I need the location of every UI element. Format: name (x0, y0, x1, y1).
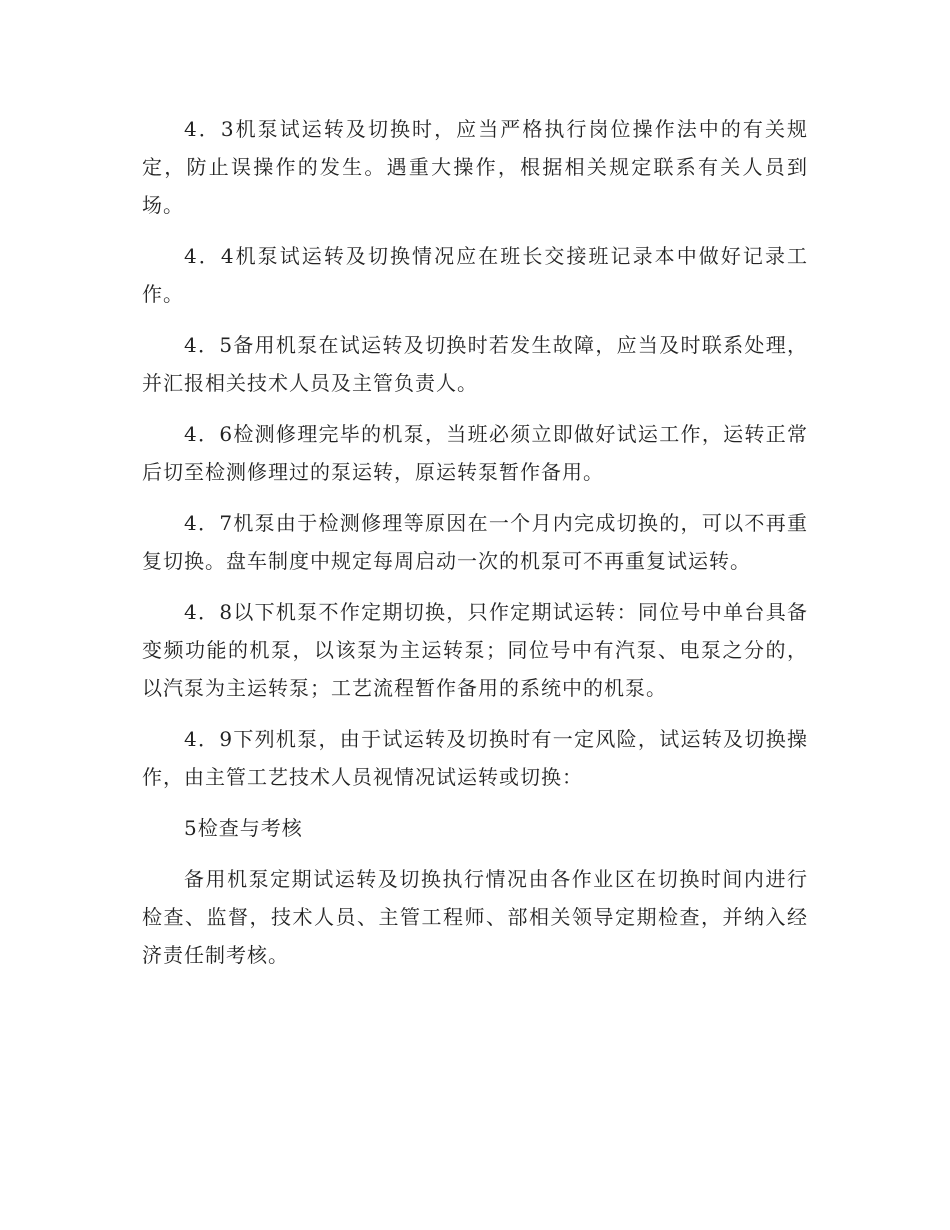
paragraph-4-3: 4．3机泵试运转及切换时，应当严格执行岗位操作法中的有关规定，防止误操作的发生。遇重大操作，根据相关规定联系有关人员到场。 (142, 117, 808, 217)
paragraph-4-6: 4．6检测修理完毕的机泵，当班必须立即做好试运工作，运转正常后切至检测修理过的泵运转，原运转泵暂作备用。 (142, 422, 808, 484)
document-body (142, 110, 808, 987)
paragraph-4-4: 4．4机泵试运转及切换情况应在班长交接班记录本中做好记录工作。 (142, 244, 808, 306)
paragraph-4-5: 4．5备用机泵在试运转及切换时若发生故障，应当及时联系处理，并汇报相关技术人员及主管负责人。 (142, 333, 808, 395)
paragraph-4-8: 4．8以下机泵不作定期切换，只作定期试运转：同位号中单台具备变频功能的机泵，以该泵为主运转泵；同位号中有汽泵、电泵之分的，以汽泵为主运转泵；工艺流程暂作备用的系统中的机泵。 (142, 600, 808, 700)
paragraph-4-9: 4．9下列机泵，由于试运转及切换时有一定风险，试运转及切换操作，由主管工艺技术人员视情况试运转或切换： (142, 727, 808, 789)
paragraph-4-7: 4．7机泵由于检测修理等原因在一个月内完成切换的，可以不再重复切换。盘车制度中规定每周启动一次的机泵可不再重复试运转。 (142, 511, 808, 573)
closing-paragraph: 备用机泵定期试运转及切换执行情况由各作业区在切换时间内进行检查、监督，技术人员、主管工程师、部相关领导定期检查，并纳入经济责任制考核。 (142, 867, 808, 967)
section-heading: 5检查与考核 (184, 816, 303, 840)
